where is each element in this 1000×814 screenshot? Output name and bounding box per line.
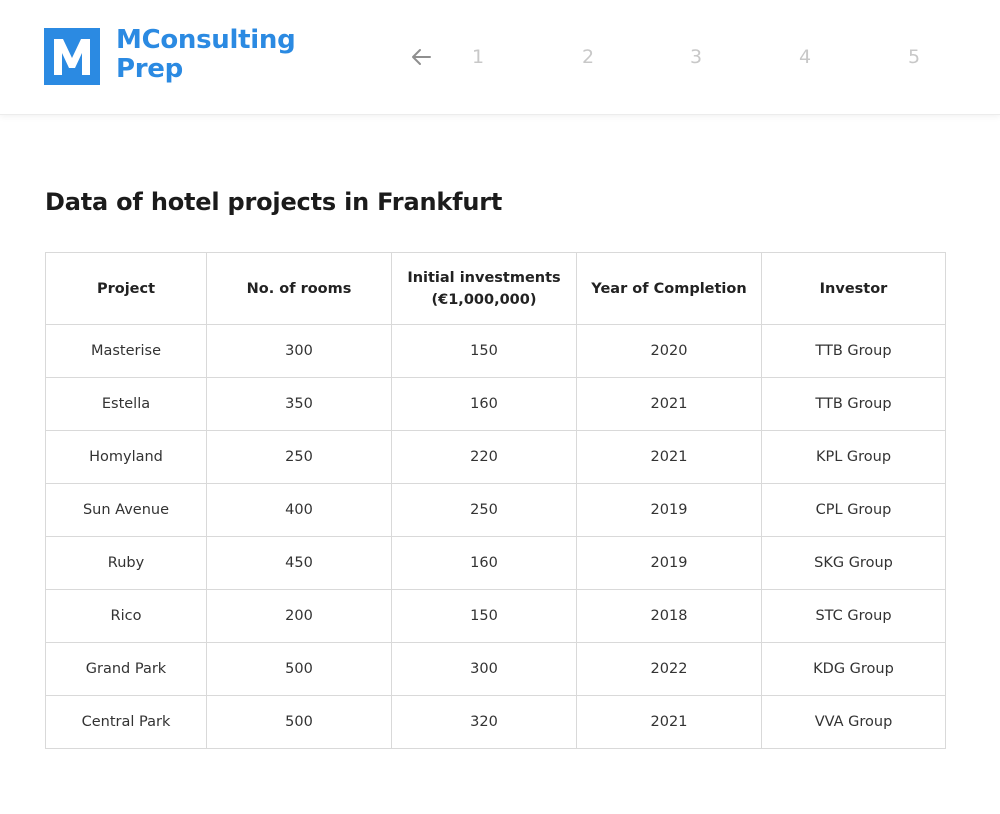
table-row — [46, 378, 946, 431]
table-header-row — [46, 253, 946, 325]
cell-investment: 250 — [392, 484, 577, 537]
page-5-button[interactable]: 5 — [907, 46, 921, 68]
cell-project: Sun Avenue — [46, 484, 207, 537]
table-row — [46, 590, 946, 643]
header-rooms: No. of rooms — [207, 253, 392, 325]
cell-rooms: 500 — [207, 643, 392, 696]
cell-investor: STC Group — [762, 590, 946, 643]
header-investment-line-2: (€1,000,000) — [431, 291, 537, 308]
cell-investment: 300 — [392, 643, 577, 696]
cell-investor: SKG Group — [762, 537, 946, 590]
cell-investment: 150 — [392, 590, 577, 643]
cell-investment: 160 — [392, 378, 577, 431]
header-project: Project — [46, 253, 207, 325]
cell-year: 2018 — [577, 590, 762, 643]
header-investor: Investor — [762, 253, 946, 325]
cell-year: 2021 — [577, 431, 762, 484]
cell-year: 2021 — [577, 378, 762, 431]
cell-project: Rico — [46, 590, 207, 643]
cell-investment: 320 — [392, 696, 577, 749]
cell-investor: KPL Group — [762, 431, 946, 484]
cell-project: Central Park — [46, 696, 207, 749]
hotel-projects-table — [45, 252, 946, 749]
cell-rooms: 200 — [207, 590, 392, 643]
cell-investment: 160 — [392, 537, 577, 590]
cell-year: 2022 — [577, 643, 762, 696]
table-row — [46, 643, 946, 696]
cell-investor: KDG Group — [762, 643, 946, 696]
page-title: Data of hotel projects in Frankfurt — [45, 188, 503, 216]
mconsulting-logo-icon[interactable] — [44, 28, 100, 85]
table-row — [46, 537, 946, 590]
page-4-button[interactable]: 4 — [798, 46, 812, 68]
cell-investor: TTB Group — [762, 378, 946, 431]
cell-investor: TTB Group — [762, 325, 946, 378]
cell-rooms: 500 — [207, 696, 392, 749]
cell-investor: CPL Group — [762, 484, 946, 537]
header-investment-line-1: Initial investments — [407, 269, 561, 286]
table-row — [46, 325, 946, 378]
cell-project: Homyland — [46, 431, 207, 484]
cell-project: Ruby — [46, 537, 207, 590]
brand-line-2: Prep — [116, 54, 183, 84]
cell-year: 2019 — [577, 537, 762, 590]
brand-name[interactable] — [116, 26, 295, 84]
cell-rooms: 250 — [207, 431, 392, 484]
cell-project: Masterise — [46, 325, 207, 378]
cell-rooms: 400 — [207, 484, 392, 537]
page-1-button[interactable]: 1 — [471, 46, 485, 68]
brand-line-1: MConsulting — [116, 25, 296, 55]
cell-rooms: 350 — [207, 378, 392, 431]
page-3-button[interactable]: 3 — [689, 46, 703, 68]
table-row — [46, 484, 946, 537]
cell-investment: 150 — [392, 325, 577, 378]
cell-rooms: 450 — [207, 537, 392, 590]
table-row — [46, 696, 946, 749]
table-row — [46, 431, 946, 484]
cell-rooms: 300 — [207, 325, 392, 378]
cell-project: Estella — [46, 378, 207, 431]
cell-year: 2020 — [577, 325, 762, 378]
arrow-left-icon[interactable] — [406, 42, 436, 72]
cell-investment: 220 — [392, 431, 577, 484]
cell-investor: VVA Group — [762, 696, 946, 749]
page-2-button[interactable]: 2 — [581, 46, 595, 68]
header-investment — [392, 253, 577, 325]
cell-year: 2019 — [577, 484, 762, 537]
cell-year: 2021 — [577, 696, 762, 749]
cell-project: Grand Park — [46, 643, 207, 696]
top-header — [0, 0, 1000, 115]
header-year: Year of Completion — [577, 253, 762, 325]
